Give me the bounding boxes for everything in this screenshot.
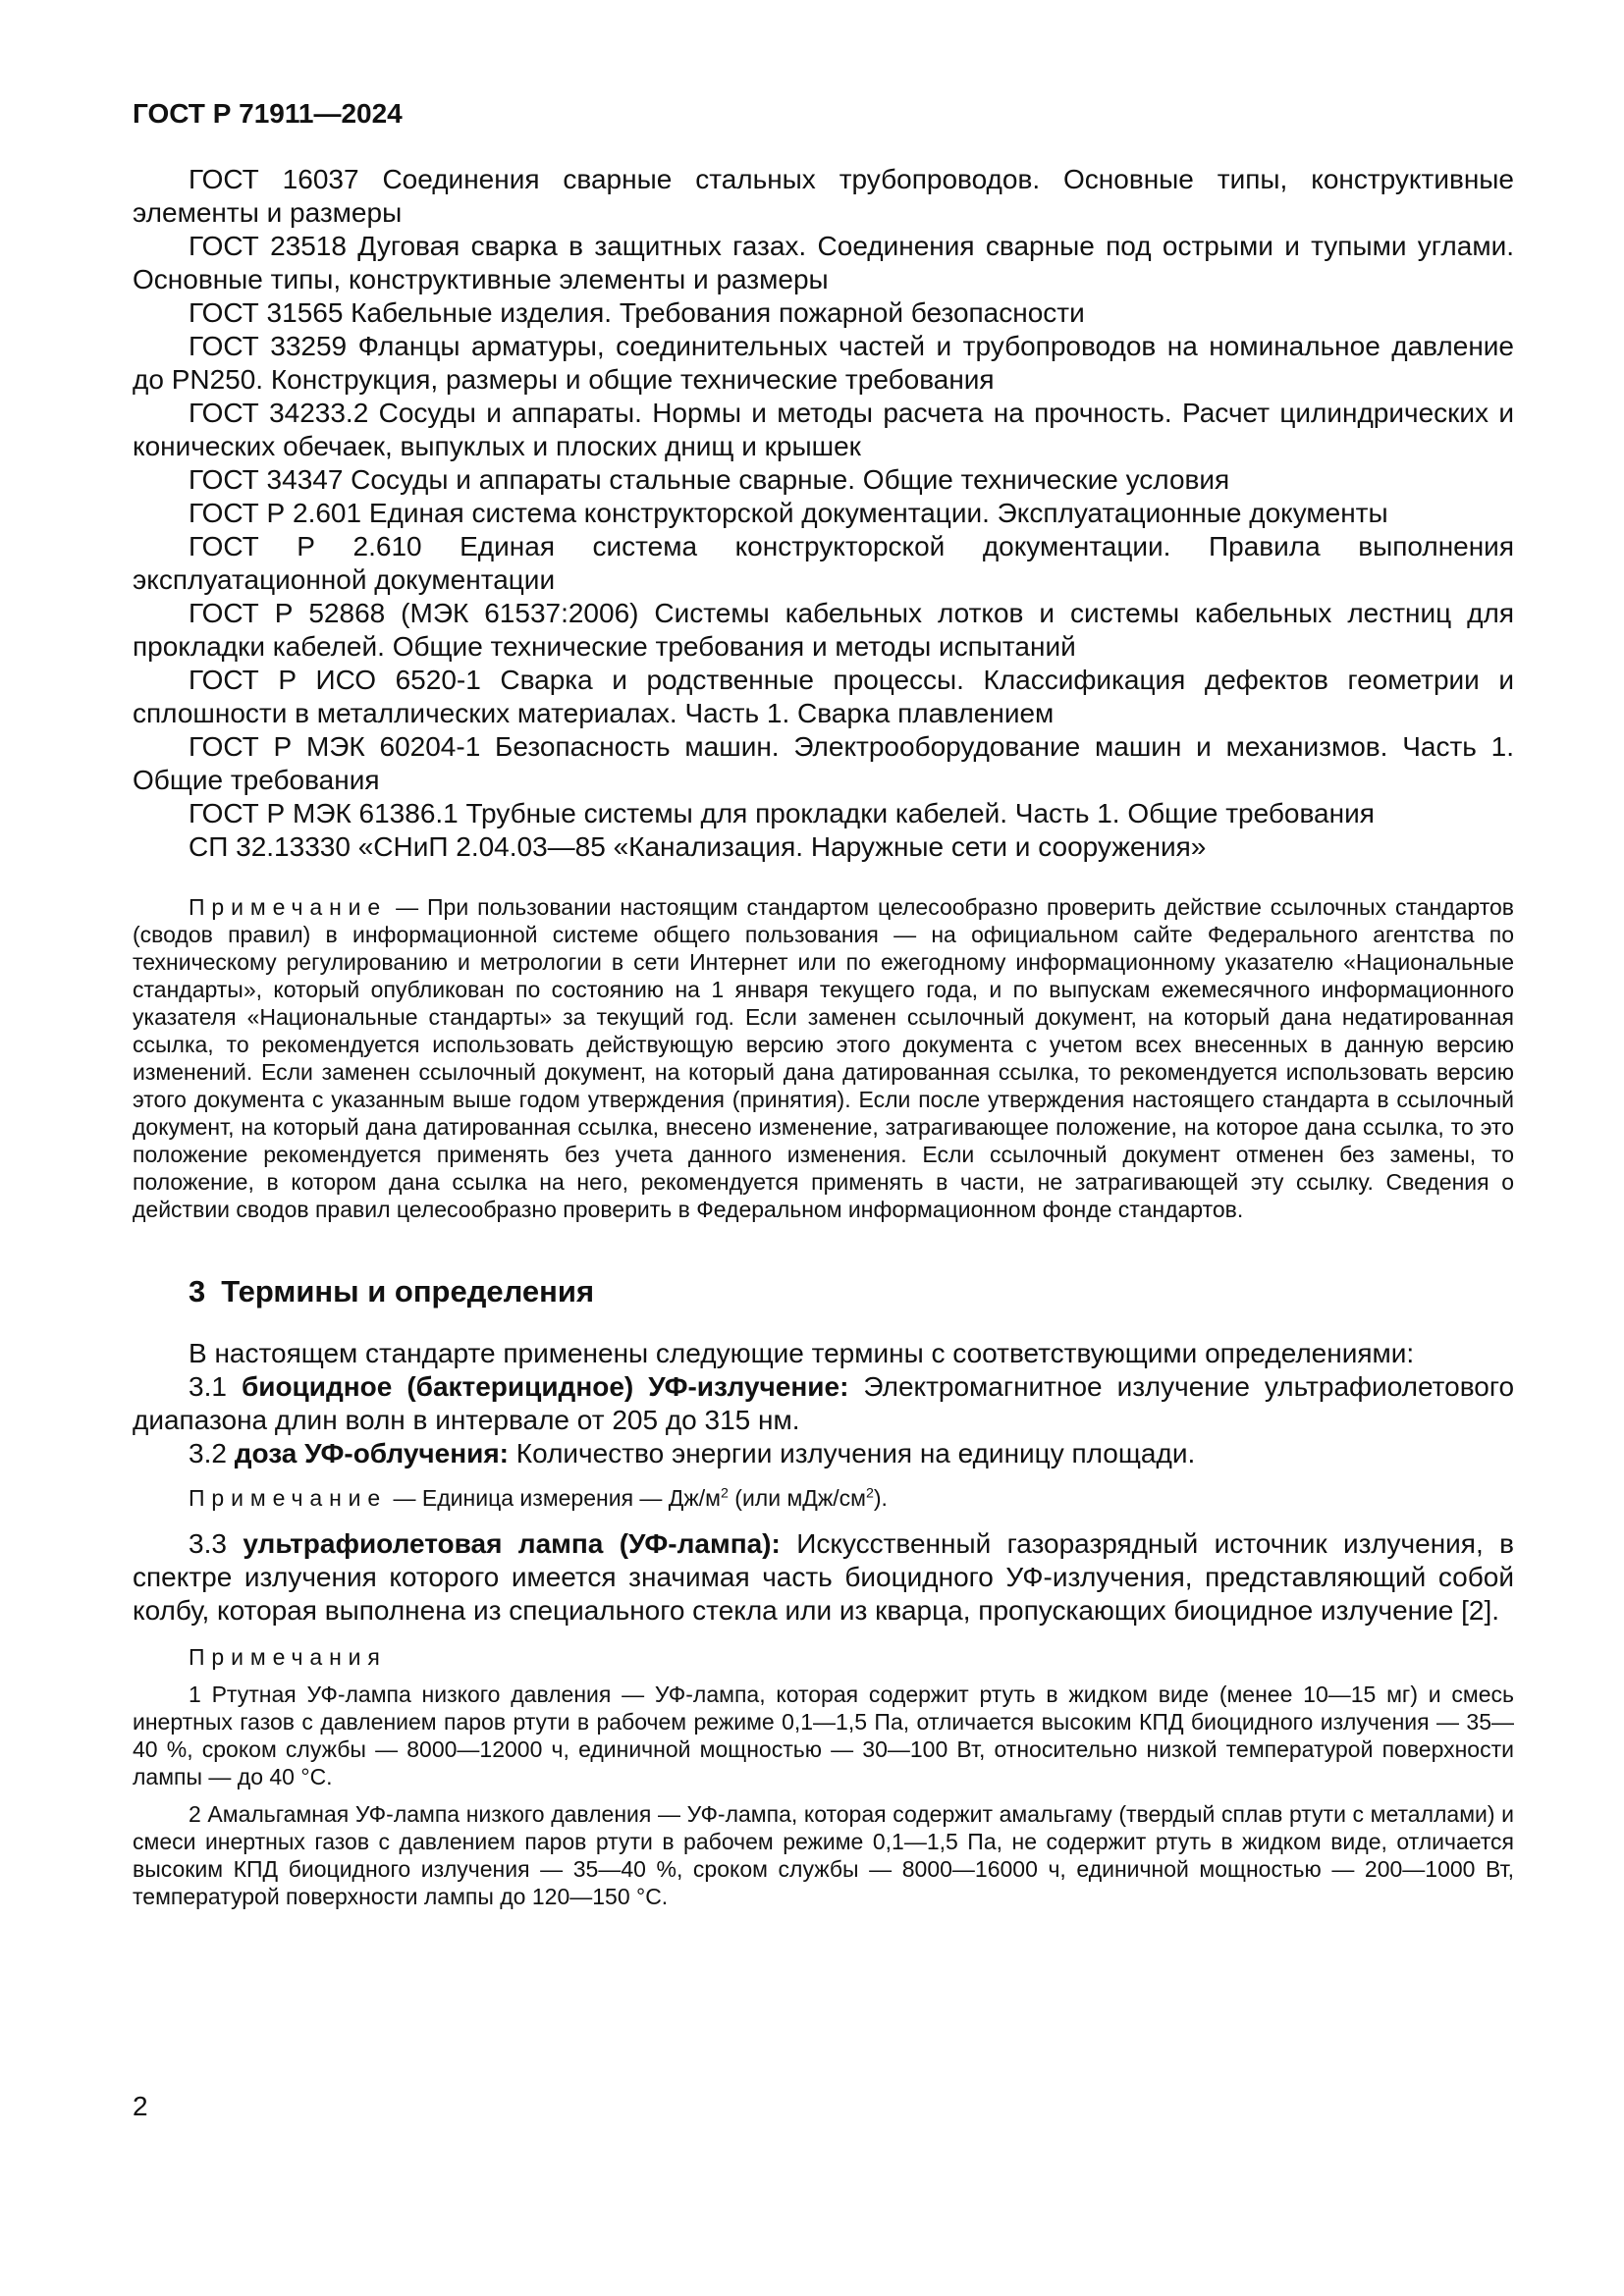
reference-item: ГОСТ Р 52868 (МЭК 61537:2006) Системы кабельных лотков и системы кабельных лестниц для прокладки кабелей. Общие технические требования и методы испытаний <box>133 598 1514 662</box>
note-text: Амальгамная УФ-лампа низкого давления — УФ-лампа, которая содержит амальгаму (твердый сплав ртути с металлами) и смеси инертных газов с давлением паров ртути в рабочем режиме 0,1—1,5 Па, не содержит ртуть в жидком виде, отличается высоким КПД биоцидного излучения — 35—40 %, сроком службы — 8000—16000 ч, единичной мощностью — 200—1000 Вт, температурой поверхности лампы до 120—150 °С. <box>133 1801 1514 1909</box>
reference-item: ГОСТ 16037 Соединения сварные стальных трубопроводов. Основные типы, конструктивные элементы и размеры <box>133 164 1514 228</box>
reference-item: ГОСТ Р МЭК 61386.1 Трубные системы для прокладки кабелей. Часть 1. Общие требования <box>189 798 1375 828</box>
term-name: биоцидное (бактерицидное) УФ-излучение: <box>241 1371 849 1402</box>
reference-item: ГОСТ Р 2.601 Единая система конструкторской документации. Эксплуатационные документы <box>189 498 1388 528</box>
superscript: 2 <box>865 1485 874 1502</box>
reference-item: ГОСТ 34233.2 Сосуды и аппараты. Нормы и методы расчета на прочность. Расчет цилиндрических и конических обечаек, выпуклых и плоских днищ и крышек <box>133 398 1514 461</box>
document-header: ГОСТ Р 71911—2024 <box>133 98 403 129</box>
note-text-part: (или мДж/см <box>728 1485 866 1511</box>
term-name: ультрафиолетовая лампа (УФ-лампа): <box>243 1528 781 1559</box>
page-number: 2 <box>133 2091 148 2121</box>
note-text: Ртутная УФ-лампа низкого давления — УФ-лампа, которая содержит ртуть в жидком виде (менее 10—15 мг) и смесь инертных газов с давлением паров ртути в рабочем режиме 0,1—1,5 Па, отличается высоким КПД биоцидного излучения — 35—40 %, сроком службы — 8000—12000 ч, единичной мощностью — 30—100 Вт, относительно низкой температурой поверхности лампы — до 40 °С. <box>133 1682 1515 1789</box>
term-name: доза УФ-облучения: <box>234 1438 510 1468</box>
note-text: — При пользовании настоящим стандартом целесообразно проверить действие ссылочных стандартов (сводов правил) в информационной системе общего пользования — на официальном сайте Федерального агентства по техническому регулированию и метрологии в сети Интернет или по ежегодному информационному указателю «Национальные стандарты», который опубликован по состоянию на 1 января текущего года, и по выпускам ежемесячного информационного указателя «Национальные стандарты» за текущий год. Если заменен ссылочный документ, на который дана недатированная ссылка, то рекомендуется использовать действующую версию этого документа с учетом всех внесенных в данную версию изменений. Если заменен ссылочный документ, на который дана датированная ссылка, то рекомендуется использовать версию этого документа с указанным выше годом утверждения (принятия). Если после утверждения настоящего стандарта в ссылочный документ, на который дана датированная ссылка, внесено изменение, затрагивающее положение, на которое дана ссылка, то это положение рекомендуется применять без учета данного изменения. Если ссылочный документ отменен без замены, то положение, в котором дана ссылка на него, рекомендуется применять в части, не затрагивающей эту ссылку. Сведения о действии сводов правил целесообразно проверить в Федеральном информационном фонде стандартов. <box>133 894 1514 1222</box>
term-3-1 <box>133 1370 1514 1437</box>
reference-item: СП 32.13330 «СНиП 2.04.03—85 «Канализация. Наружные сети и сооружения» <box>189 831 1207 862</box>
reference-item: ГОСТ Р ИСО 6520-1 Сварка и родственные процессы. Классификация дефектов геометрии и сплошности в металлических материалах. Часть 1. Сварка плавлением <box>133 665 1514 728</box>
note-text-part: Единица измерения — Дж/м <box>421 1485 721 1511</box>
reference-item: ГОСТ 31565 Кабельные изделия. Требования пожарной безопасности <box>189 297 1085 328</box>
note-number: 1 <box>189 1682 201 1707</box>
note-text-part: ). <box>873 1485 888 1511</box>
section-number: 3 <box>189 1274 206 1308</box>
note-label: Примечание <box>189 1485 388 1511</box>
dose-unit-note <box>133 1484 1514 1512</box>
section-title: Термины и определения <box>221 1274 595 1308</box>
terms-section <box>133 1337 1514 1910</box>
reference-item: ГОСТ 23518 Дуговая сварка в защитных газах. Соединения сварные под острыми и тупыми углами. Основные типы, конструктивные элементы и размеры <box>133 231 1514 294</box>
reference-item: ГОСТ Р 2.610 Единая система конструкторской документации. Правила выполнения эксплуатационной документации <box>133 531 1514 595</box>
term-3-3 <box>133 1527 1514 1628</box>
note-label: Примечание <box>189 894 388 920</box>
lamp-note-1 <box>133 1681 1514 1790</box>
term-number: 3.2 <box>189 1438 227 1468</box>
reference-item: ГОСТ Р МЭК 60204-1 Безопасность машин. Электрооборудование машин и механизмов. Часть 1. Общие требования <box>133 731 1514 795</box>
superscript: 2 <box>720 1485 729 1502</box>
lamp-note-2 <box>133 1800 1514 1910</box>
term-number: 3.3 <box>189 1528 227 1559</box>
references-note <box>133 893 1514 1223</box>
term-definition: Электромагнитное излучение ультрафиолетового диапазона длин волн в интервале от 205 до 315 нм. <box>133 1371 1515 1435</box>
terms-intro: В настоящем стандарте применены следующие термины с соответствующими определениями: <box>189 1338 1415 1368</box>
references-section <box>133 163 1514 1223</box>
term-number: 3.1 <box>189 1371 227 1402</box>
section-3-heading <box>189 1274 1514 1309</box>
reference-item: ГОСТ 34347 Сосуды и аппараты стальные сварные. Общие технические условия <box>189 464 1230 495</box>
reference-item: ГОСТ 33259 Фланцы арматуры, соединительных частей и трубопроводов на номинальное давление до PN250. Конструкция, размеры и общие технические требования <box>133 331 1514 395</box>
note-number: 2 <box>189 1801 201 1827</box>
note-dash: — <box>387 1485 422 1511</box>
term-definition: Искусственный газоразрядный источник излучения, в спектре излучения которого имеется значимая часть биоцидного УФ-излучения, представляющий собой колбу, которая выполнена из специального стекла или из кварца, пропускающих биоцидное излучение [2]. <box>133 1528 1515 1626</box>
lamp-notes-label: Примечания <box>189 1644 387 1670</box>
term-definition: Количество энергии излучения на единицу площади. <box>515 1438 1196 1468</box>
term-3-2 <box>133 1437 1514 1470</box>
